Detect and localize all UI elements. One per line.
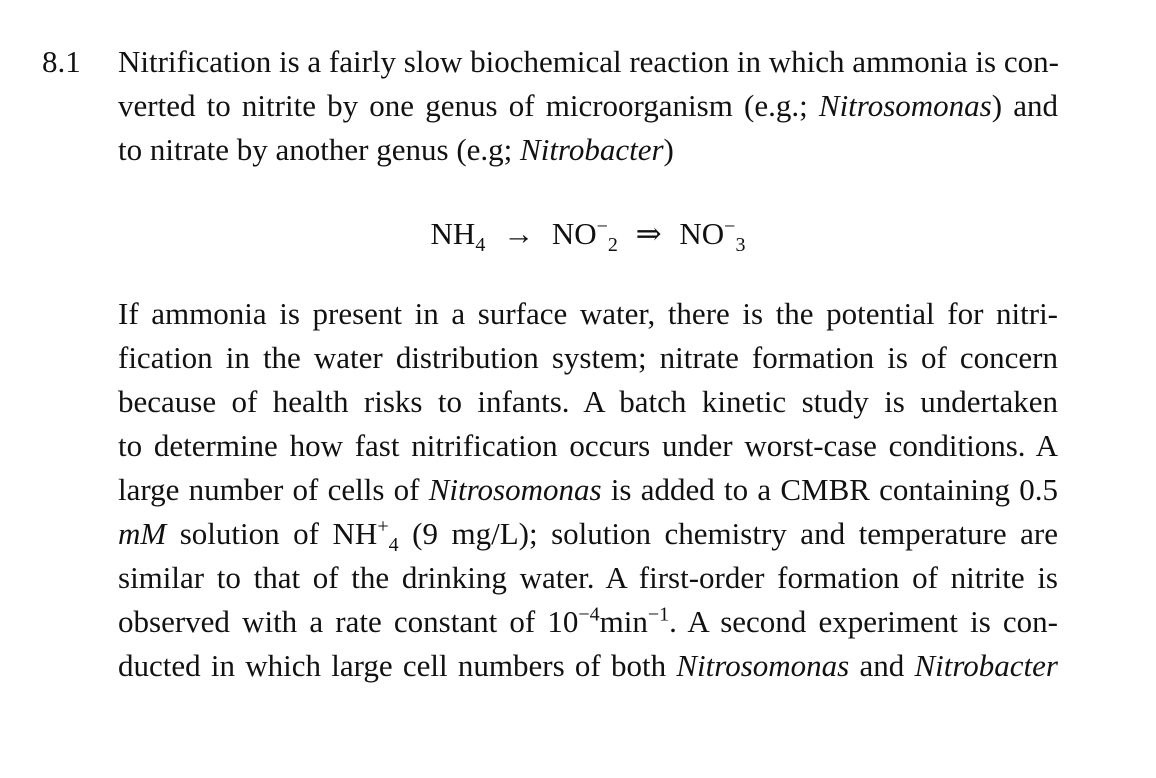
reactant-subscript: 4	[475, 234, 486, 257]
text-line	[118, 512, 1058, 556]
text-line	[118, 556, 1058, 600]
text-line	[118, 292, 1058, 336]
text-segment: is added to a CMBR containing 0.5	[601, 472, 1058, 507]
text-line	[118, 40, 1058, 84]
text-segment: ducted in which large cell numbers of both	[118, 648, 677, 683]
text-segment: fication in the water distribution system; nitrate formation is of concern	[118, 340, 1058, 375]
intermediate-subscript: 2	[607, 234, 618, 257]
unit-millimolar: mM	[118, 516, 167, 551]
text-segment: Nitrification is a fairly slow biochemical reaction in which ammonia is con-	[118, 44, 1059, 79]
text-segment: and	[849, 648, 915, 683]
text-segment: large number of cells of	[118, 472, 429, 507]
text-segment: to determine how fast nitrification occurs under worst-case conditions. A	[118, 428, 1058, 463]
unit-exponent: −1	[647, 603, 670, 626]
double-arrow-icon: ⇒	[635, 216, 662, 251]
right-arrow-icon: →	[503, 216, 535, 251]
text-line	[118, 336, 1058, 380]
ammonium-charge: +	[377, 515, 389, 538]
equation-body	[431, 212, 746, 256]
text-segment: similar to that of the drinking water. A first-order formation of nitrite is	[118, 560, 1058, 595]
text-line	[118, 128, 1058, 172]
ammonium-subscript: 4	[388, 534, 399, 557]
text-line	[118, 424, 1058, 468]
text-segment: . A second experiment is con-	[669, 604, 1059, 639]
text-line	[118, 644, 1058, 688]
text-segment: min	[599, 604, 648, 639]
text-segment: verted to nitrite by one genus of microorganism (e.g.;	[118, 88, 819, 123]
text-segment: because of health risks to infants. A batch kinetic study is undertaken	[118, 384, 1058, 419]
text-segment: solution of NH	[166, 516, 378, 551]
reactant: NH	[430, 216, 476, 251]
product-subscript: 3	[735, 234, 746, 257]
genus-name: Nitrobacter	[520, 132, 664, 167]
intermediate: NO	[551, 216, 597, 251]
text-segment: (9 mg/L); solution chemistry and temperature are	[398, 516, 1058, 551]
genus-name: Nitrosomonas	[818, 88, 992, 123]
text-line	[118, 468, 1058, 512]
text-line	[118, 380, 1058, 424]
text-segment: to nitrate by another genus (e.g;	[118, 132, 521, 167]
text-segment: ) and	[991, 88, 1058, 123]
problem-number: 8.1	[42, 44, 81, 79]
genus-name: Nitrosomonas	[676, 648, 850, 683]
reaction-equation	[0, 212, 1156, 256]
text-segment: observed with a rate constant of 10	[118, 604, 579, 639]
genus-name: Nitrobacter	[914, 648, 1058, 683]
genus-name: Nitrosomonas	[428, 472, 602, 507]
text-segment: If ammonia is present in a surface water, there is the potential for nitri-	[118, 296, 1058, 331]
text-segment: )	[663, 132, 674, 167]
paragraph-intro	[118, 40, 1058, 172]
text-line	[118, 84, 1058, 128]
paragraph-body	[118, 292, 1058, 688]
rate-exponent: −4	[578, 603, 600, 626]
text-line	[118, 600, 1058, 644]
product: NO	[679, 216, 725, 251]
intermediate-charge: −	[596, 215, 608, 238]
product-charge: −	[724, 215, 736, 238]
